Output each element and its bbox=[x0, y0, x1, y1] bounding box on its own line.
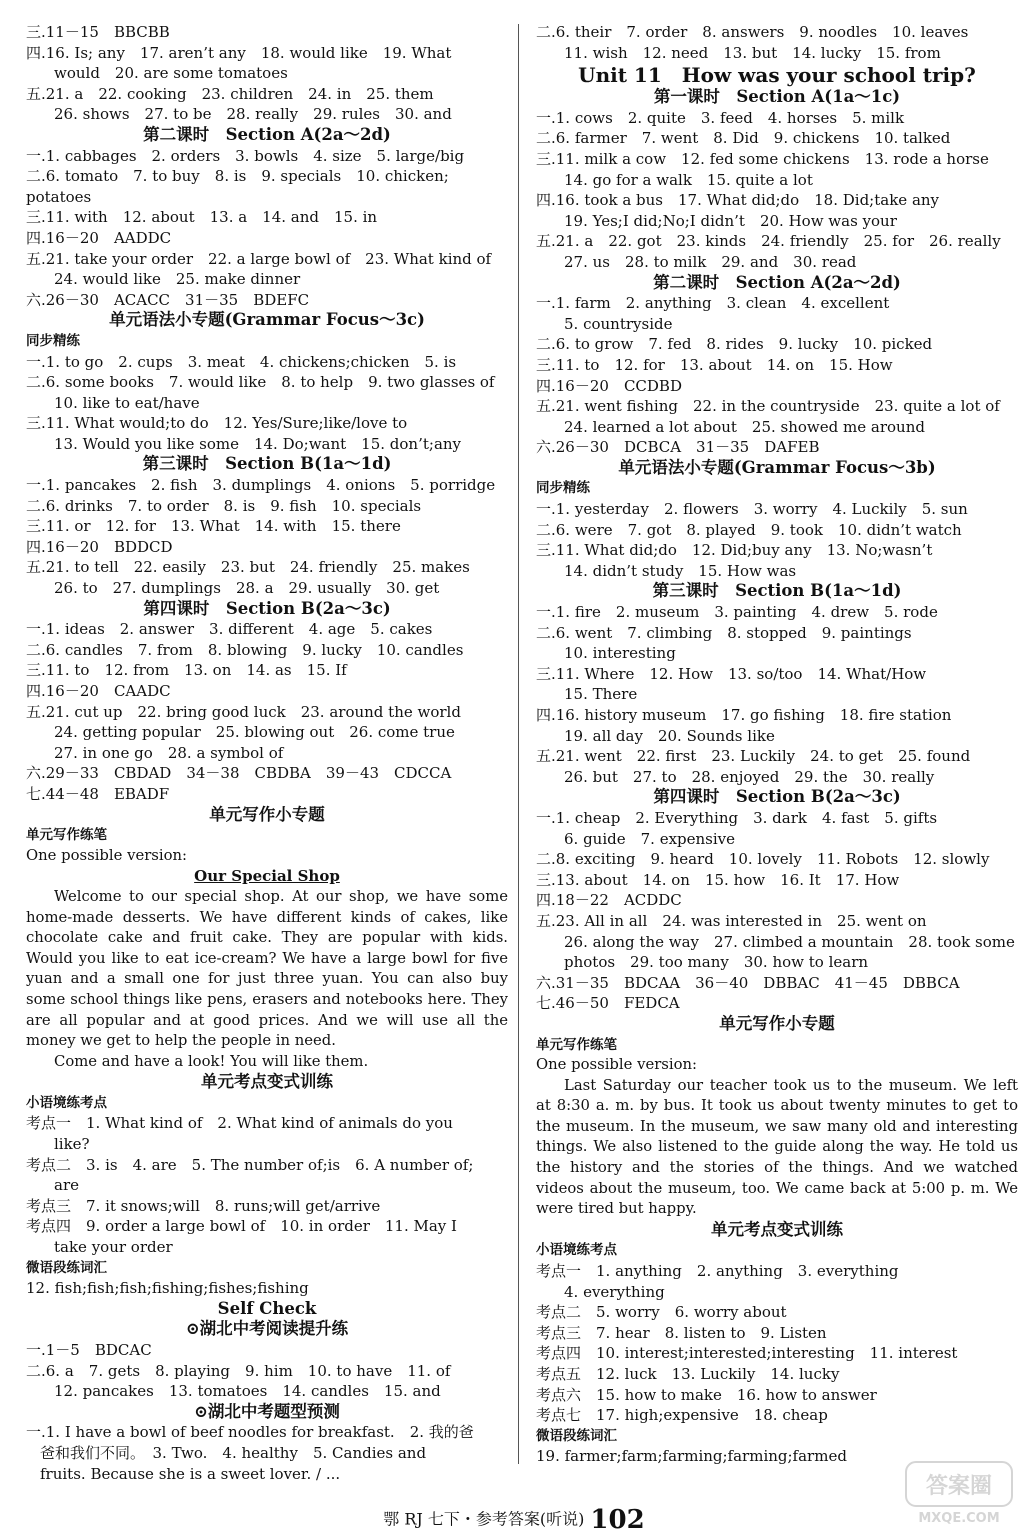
section-heading: 单元语法小专题(Grammar Focus～3c) bbox=[109, 310, 425, 330]
answer-line: 三.11. milk a cow 12. fed some chickens 13. rode a horse bbox=[536, 149, 989, 168]
answer-line: 二.6. candles 7. from 8. blowing 9. lucky 10. candles bbox=[26, 640, 464, 659]
answer-line: 五.21. went 22. first 23. Luckily 24. to get 25. found bbox=[536, 747, 971, 766]
answer-line: 19. all day 20. Sounds like bbox=[564, 726, 775, 745]
section-heading: 第二课时 Section A(2a～2d) bbox=[143, 124, 391, 144]
answer-line: 一.1. farm 2. anything 3. clean 4. excellent bbox=[536, 294, 890, 313]
answer-line: 七.46－50 FEDCA bbox=[536, 994, 680, 1013]
section-heading: ⊙湖北中考阅读提升练 bbox=[185, 1319, 349, 1339]
answer-line: 一.1. yesterday 2. flowers 3. worry 4. Luckily 5. sun bbox=[536, 500, 968, 519]
subsection-label: 单元写作练笔 bbox=[26, 827, 107, 844]
answer-line: 五.21. take your order 22. a large bowl of 23. What kind of bbox=[26, 249, 492, 268]
section-heading: 单元写作小专题 bbox=[209, 804, 325, 824]
answer-line: 27. in one go 28. a symbol of bbox=[54, 743, 284, 762]
answer-line: 26. to 27. dumplings 28. a 29. usually 30. get bbox=[54, 579, 440, 598]
answer-line: 一.1. ideas 2. answer 3. different 4. age 5. cakes bbox=[26, 620, 433, 639]
answer-line: 二.6. a 7. gets 8. playing 9. him 10. to have 11. of bbox=[26, 1361, 451, 1380]
answer-line: 考点三 7. hear 8. listen to 9. Listen bbox=[536, 1323, 827, 1342]
section-heading: 单元考点变式训练 bbox=[711, 1219, 843, 1239]
page-footer bbox=[0, 1505, 1028, 1535]
section-heading: ⊙湖北中考题型预测 bbox=[194, 1401, 340, 1421]
answer-line: 考点四 10. interest;interested;interesting 11. interest bbox=[536, 1344, 958, 1363]
answer-line: 一.1. cheap 2. Everything 3. dark 4. fast 5. gifts bbox=[536, 808, 938, 827]
section-heading: 第三课时 Section B(1a～1d) bbox=[142, 454, 392, 474]
answer-line: 10. like to eat/have bbox=[54, 393, 200, 412]
essay-line: some school things like pens, erasers and notebooks here. They bbox=[26, 990, 508, 1008]
section-heading: 单元考点变式训练 bbox=[201, 1072, 333, 1092]
essay-line: One possible version: bbox=[536, 1056, 698, 1074]
answer-line: 二.8. exciting 9. heard 10. lovely 11. Robots 12. slowly bbox=[536, 850, 990, 869]
answer-line: 五.21. a 22. got 23. kinds 24. friendly 25. for 26. really bbox=[536, 232, 1001, 251]
essay-line: the history and the stories of the things. And we watched bbox=[536, 1159, 1018, 1177]
answer-line: 三.11－15 BBCBB bbox=[26, 23, 170, 41]
answer-line: 二.6. drinks 7. to order 8. is 9. fish 10. specials bbox=[26, 496, 422, 515]
answer-line: fruits. Because she is a sweet lover. / ... bbox=[40, 1464, 341, 1483]
right-column bbox=[536, 22, 1018, 1467]
answer-line: 19. farmer;farm;farming;farming;farmed bbox=[536, 1447, 847, 1466]
answer-line: 三.11. or 12. for 13. What 14. with 15. there bbox=[26, 517, 401, 536]
answer-line: 27. us 28. to milk 29. and 30. read bbox=[564, 252, 857, 271]
answer-line: would 20. are some tomatoes bbox=[54, 64, 288, 83]
section-heading: 单元语法小专题(Grammar Focus～3b) bbox=[618, 457, 936, 477]
column-divider bbox=[518, 24, 519, 1464]
answer-line: 6. guide 7. expensive bbox=[564, 829, 736, 848]
answer-line: 一.1. fire 2. museum 3. painting 4. drew 5. rode bbox=[536, 603, 938, 622]
answer-line: 三.11. with 12. about 13. a 14. and 15. in bbox=[26, 208, 378, 227]
answer-line: 13. Would you like some 14. Do;want 15. don’t;any bbox=[54, 434, 462, 453]
answer-line: 11. wish 12. need 13. but 14. lucky 15. from bbox=[564, 43, 941, 62]
answer-line: 四.16. took a bus 17. What did;do 18. Did;take any bbox=[536, 191, 940, 210]
answer-line: 五.21. cut up 22. bring good luck 23. around the world bbox=[26, 702, 461, 721]
essay-line: at 8:30 a. m. by bus. It took us about twenty minutes to get to bbox=[536, 1097, 1018, 1115]
answer-line: 四.18－22 ACDDC bbox=[536, 891, 682, 910]
answer-line: like? bbox=[54, 1135, 90, 1154]
section-heading: 第三课时 Section B(1a～1d) bbox=[652, 581, 902, 601]
answer-line: 三.11. Where 12. How 13. so/too 14. What/How bbox=[536, 664, 927, 683]
unit-title: Unit 11 How was your school trip? bbox=[578, 63, 976, 88]
essay-line: Come and have a look! You will like them. bbox=[54, 1052, 369, 1070]
answer-line: 考点一 1. anything 2. anything 3. everything bbox=[536, 1262, 899, 1281]
answer-line: 六.26－30 ACACC 31－35 BDEFC bbox=[26, 290, 310, 309]
answer-line: 六.26－30 DCBCA 31－35 DAFEB bbox=[536, 438, 820, 457]
answer-line: 四.16－20 BDDCD bbox=[26, 537, 173, 556]
answer-line: 五.23. All in all 24. was interested in 25. went on bbox=[536, 911, 927, 930]
answer-line: 考点五 12. luck 13. Luckily 14. lucky bbox=[536, 1365, 840, 1383]
page-number: 102 bbox=[590, 1505, 645, 1535]
answer-line: 考点六 15. how to make 16. how to answer bbox=[536, 1385, 877, 1404]
answer-line: 三.11. to 12. from 13. on 14. as 15. If bbox=[26, 661, 347, 680]
answer-line: 24. learned a lot about 25. showed me around bbox=[564, 417, 925, 436]
answer-line: 一.1－5 BDCAC bbox=[26, 1341, 152, 1359]
answer-line: 六.31－35 BDCAA 36－40 DBBAC 41－45 DBBCA bbox=[536, 973, 960, 992]
answer-line: 一.1. pancakes 2. fish 3. dumplings 4. onions 5. porridge bbox=[26, 476, 496, 495]
subsection-label: 小语境练考点 bbox=[26, 1094, 107, 1111]
answer-line: 26. shows 27. to be 28. really 29. rules 30. and bbox=[54, 105, 452, 124]
answer-line: 四.16－20 CAADC bbox=[26, 682, 171, 700]
answer-line: are bbox=[54, 1176, 79, 1195]
answer-line: 三.11. to 12. for 13. about 14. on 15. How bbox=[536, 355, 893, 374]
answer-line: 考点四 9. order a large bowl of 10. in order 11. May I bbox=[26, 1217, 457, 1236]
answer-line: 二.6. farmer 7. went 8. Did 9. chickens 10. talked bbox=[536, 129, 951, 148]
answer-line: 五.21. a 22. cooking 23. children 24. in 25. them bbox=[26, 84, 434, 103]
answer-line: 14. go for a walk 15. quite a lot bbox=[564, 170, 813, 189]
essay-line: are all popular and at good prices. And we will use all the bbox=[26, 1011, 508, 1029]
essay-line: were tired but happy. bbox=[536, 1200, 697, 1218]
section-heading: 第四课时 Section B(2a～3c) bbox=[653, 787, 901, 807]
subsection-label: 同步精练 bbox=[536, 480, 590, 497]
answer-line: 12. pancakes 13. tomatoes 14. candles 15. and bbox=[54, 1382, 441, 1401]
essay-line: things. We also listened to the guide along the way. He told us bbox=[536, 1138, 1018, 1156]
essay-line: One possible version: bbox=[26, 846, 188, 864]
answer-line: 爸和我们不同。 3. Two. 4. healthy 5. Candies and bbox=[40, 1443, 427, 1462]
answer-line: 四.16－20 CCDBD bbox=[536, 376, 682, 395]
answer-line: 二.6. to grow 7. fed 8. rides 9. lucky 10. picked bbox=[536, 335, 933, 354]
section-heading: Self Check bbox=[217, 1298, 317, 1318]
answer-line: 三.11. What did;do 12. Did;buy any 13. No;wasn’t bbox=[536, 541, 933, 560]
watermark-logo bbox=[904, 1460, 1014, 1528]
subsection-label: 单元写作练笔 bbox=[536, 1036, 617, 1053]
answer-line: 一.1. cabbages 2. orders 3. bowls 4. size 5. large/big bbox=[26, 146, 465, 165]
answer-line: 4. everything bbox=[564, 1282, 665, 1301]
answer-line: 二.6. some books 7. would like 8. to help 9. two glasses of bbox=[26, 373, 495, 392]
answer-line: 三.11. What would;to do 12. Yes/Sure;like/love to bbox=[26, 414, 408, 433]
essay-line: money we get to help the people in need. bbox=[26, 1032, 336, 1050]
answer-line: 二.6. were 7. got 8. played 9. took 10. didn’t watch bbox=[536, 520, 962, 539]
answer-line: 26. along the way 27. climbed a mountain 28. took some bbox=[564, 932, 1015, 951]
answer-line: 24. getting popular 25. blowing out 26. come true bbox=[54, 723, 455, 742]
answer-line: 七.44－48 EBADF bbox=[26, 784, 170, 803]
answer-line: 四.16. history museum 17. go fishing 18. fire station bbox=[536, 706, 952, 724]
answer-line: 10. interesting bbox=[564, 644, 676, 663]
section-heading: 单元写作小专题 bbox=[719, 1013, 835, 1033]
answer-line: photos 29. too many 30. how to learn bbox=[564, 953, 869, 972]
watermark-text: 答案圈 bbox=[925, 1474, 993, 1499]
subsection-label: 同步精练 bbox=[26, 332, 80, 349]
answer-line: 26. but 27. to 28. enjoyed 29. the 30. really bbox=[564, 767, 935, 786]
essay-line: chocolate cake and fruit cake. They are popular with kids. bbox=[26, 929, 508, 947]
answer-line: 二.6. went 7. climbing 8. stopped 9. paintings bbox=[536, 623, 912, 642]
answer-line: 考点二 3. is 4. are 5. The number of;is 6. A number of; bbox=[26, 1155, 474, 1174]
answer-line: 考点二 5. worry 6. worry about bbox=[536, 1303, 787, 1322]
answer-line: 5. countryside bbox=[564, 314, 673, 333]
answer-line: 考点七 17. high;expensive 18. cheap bbox=[536, 1406, 828, 1425]
subsection-label: 小语境练考点 bbox=[536, 1242, 617, 1259]
essay-title: Our Special Shop bbox=[194, 867, 340, 886]
answer-line: 15. There bbox=[564, 685, 638, 704]
essay-line: yuan and a small one for just three yuan. You can also buy bbox=[26, 970, 508, 988]
essay-line: videos about the museum, too. We came back at 5:00 p. m. We bbox=[536, 1179, 1018, 1197]
essay-line: Welcome to our special shop. At our shop, we have some bbox=[54, 887, 508, 905]
section-heading: 第四课时 Section B(2a～3c) bbox=[143, 598, 391, 618]
answer-line: 24. would like 25. make dinner bbox=[54, 270, 301, 289]
answer-line: 六.29－33 CBDAD 34－38 CBDBA 39－43 CDCCA bbox=[26, 764, 452, 783]
essay-line: Last Saturday our teacher took us to the museum. We left bbox=[564, 1076, 1018, 1094]
subsection-label: 微语段练词汇 bbox=[26, 1259, 107, 1276]
answer-line: 四.16－20 AADDC bbox=[26, 228, 172, 247]
footer-label: 鄂 RJ 七下・参考答案(听说) bbox=[383, 1509, 585, 1529]
answer-line: potatoes bbox=[26, 187, 92, 206]
left-column bbox=[26, 22, 508, 1484]
answer-line: 五.21. went fishing 22. in the countryside 23. quite a lot of bbox=[536, 397, 1000, 416]
answer-line: 一.1. to go 2. cups 3. meat 4. chickens;chicken 5. is bbox=[26, 352, 457, 371]
answer-line: 一.1. cows 2. quite 3. feed 4. horses 5. milk bbox=[536, 108, 905, 127]
section-heading: 第一课时 Section A(1a～1c) bbox=[653, 87, 901, 107]
answer-line: 五.21. to tell 22. easily 23. but 24. friendly 25. makes bbox=[26, 558, 470, 577]
answer-line: 12. fish;fish;fish;fishing;fishes;fishing bbox=[26, 1279, 309, 1298]
answer-line: 三.13. about 14. on 15. how 16. It 17. How bbox=[536, 870, 900, 889]
essay-line: the museum. In the museum, we saw many old and interesting bbox=[536, 1117, 1018, 1135]
answer-line: 四.16. Is; any 17. aren’t any 18. would like 19. What bbox=[26, 43, 452, 62]
answer-line: take your order bbox=[54, 1238, 173, 1257]
answer-line: 14. didn’t study 15. How was bbox=[564, 561, 797, 580]
answer-line: 二.6. their 7. order 8. answers 9. noodles 10. leaves bbox=[536, 23, 969, 41]
answer-line: 考点一 1. What kind of 2. What kind of animals do you bbox=[26, 1114, 453, 1133]
essay-line: home-made desserts. We have different kinds of cakes, like bbox=[26, 908, 508, 926]
answer-line: 一.1. I have a bowl of beef noodles for breakfast. 2. 我的爸 bbox=[26, 1423, 474, 1442]
answer-line: 考点三 7. it snows;will 8. runs;will get/arrive bbox=[26, 1196, 381, 1215]
section-heading: 第二课时 Section A(2a～2d) bbox=[653, 272, 901, 292]
watermark-url: MXQE.COM bbox=[918, 1511, 1000, 1526]
subsection-label: 微语段练词汇 bbox=[536, 1427, 617, 1444]
answer-line: 二.6. tomato 7. to buy 8. is 9. specials 10. chicken; bbox=[26, 167, 449, 186]
answer-line: 19. Yes;I did;No;I didn’t 20. How was your bbox=[564, 211, 897, 230]
essay-line: Would you like to eat ice-cream? We have a large bowl for five bbox=[26, 949, 508, 967]
